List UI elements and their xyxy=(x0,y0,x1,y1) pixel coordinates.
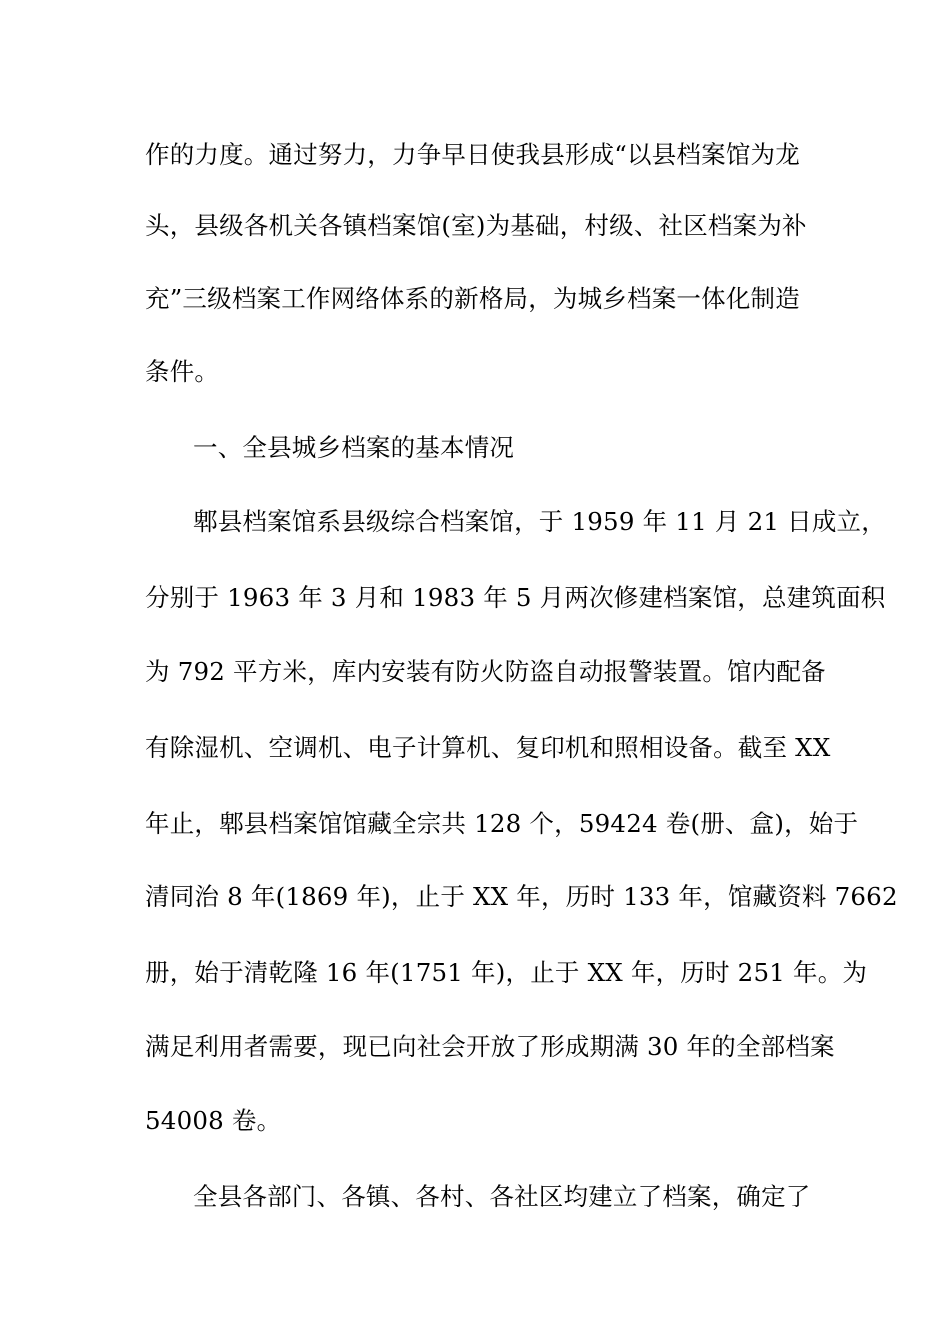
text-line-13: 满足利用者需要，现已向社会开放了形成期满 30 年的全部档案 xyxy=(145,1032,835,1061)
text-line-9: 有除湿机、空调机、电子计算机、复印机和照相设备。截至 XX xyxy=(145,733,831,762)
text-line-15: 全县各部门、各镇、各村、各社区均建立了档案，确定了 xyxy=(193,1182,811,1211)
text-line-12: 册，始于清乾隆 16 年(1751 年)，止于 XX 年，历时 251 年。为 xyxy=(145,958,868,987)
text-line-2: 头，县级各机关各镇档案馆(室)为基础，村级、社区档案为补 xyxy=(145,211,807,240)
text-line-3: 充”三级档案工作网络体系的新格局，为城乡档案一体化制造 xyxy=(145,284,800,313)
text-line-10: 年止，郫县档案馆馆藏全宗共 128 个，59424 卷(册、盒)，始于 xyxy=(145,809,859,838)
text-line-4: 条件。 xyxy=(145,357,220,386)
text-line-7: 分别于 1963 年 3 月和 1983 年 5 月两次修建档案馆，总建筑面积 xyxy=(145,583,886,612)
text-line-14: 54008 卷。 xyxy=(145,1106,282,1135)
text-line-6: 郫县档案馆系县级综合档案馆，于 1959 年 11 月 21 日成立， xyxy=(193,507,886,536)
text-line-8: 为 792 平方米，库内安装有防火防盗自动报警装置。馆内配备 xyxy=(145,657,826,686)
text-line-1: 作的力度。通过努力，力争早日使我县形成“以县档案馆为龙 xyxy=(145,140,800,169)
text-line-11: 清同治 8 年(1869 年)，止于 XX 年，历时 133 年，馆藏资料 7662 xyxy=(145,882,898,911)
section-heading: 一、全县城乡档案的基本情况 xyxy=(193,433,515,462)
